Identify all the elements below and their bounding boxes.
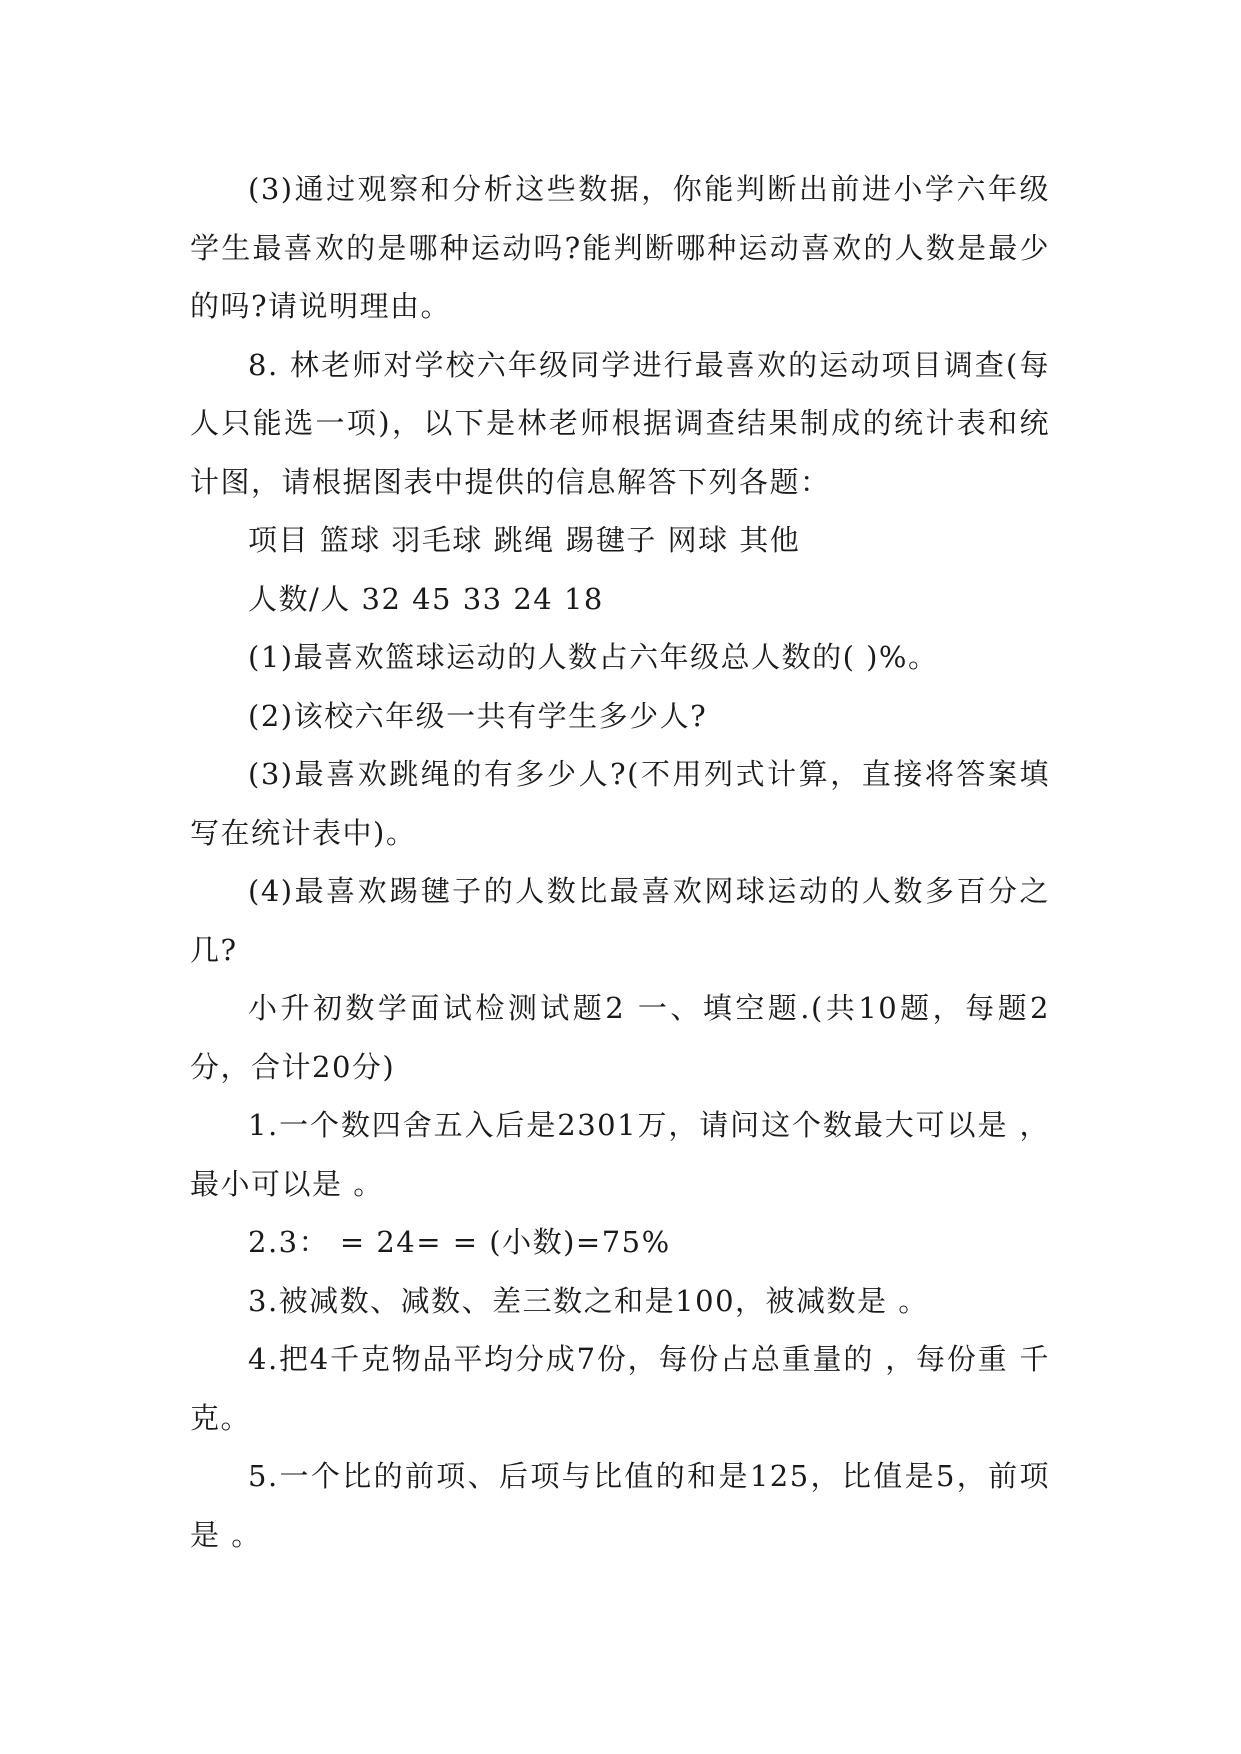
paragraph-q8-2: (2)该校六年级一共有学生多少人? xyxy=(248,698,708,733)
paragraph-q8-4: (4)最喜欢踢毽子的人数比最喜欢网球运动的人数多百分之几? xyxy=(190,874,1050,967)
section-heading-test2: 小升初数学面试检测试题2 一、填空题.(共10题，每题2分，合计20分) xyxy=(190,991,1050,1084)
paragraph-q8-intro: 8. 林老师对学校六年级同学进行最喜欢的运动项目调查(每人只能选一项)，以下是林老师根据调查结果制成的统计表和统计图，请根据图表中提供的信息解答下列各题： xyxy=(190,347,1050,499)
fill-question-2: 2.3： = 24= = (小数)=75% xyxy=(248,1225,671,1259)
fill-question-1: 1.一个数四舍五入后是2301万，请问这个数最大可以是 ，最小可以是 。 xyxy=(190,1108,1050,1201)
fill-question-4: 4.把4千克物品平均分成7份，每份占总重量的 ，每份重 千克。 xyxy=(190,1342,1050,1435)
table-row-counts: 人数/人 32 45 33 24 18 xyxy=(248,581,604,616)
fill-question-3: 3.被减数、减数、差三数之和是100，被减数是 。 xyxy=(248,1283,929,1318)
paragraph-q8-3: (3)最喜欢跳绳的有多少人?(不用列式计算，直接将答案填写在统计表中)。 xyxy=(190,757,1050,850)
paragraph-q8-1: (1)最喜欢篮球运动的人数占六年级总人数的( )%。 xyxy=(248,640,939,674)
paragraph-q7-3: (3)通过观察和分析这些数据，你能判断出前进小学六年级学生最喜欢的是哪种运动吗?能判断哪种运动喜欢的人数是最少的吗?请说明理由。 xyxy=(190,172,1050,323)
table-row-items: 项目 篮球 羽毛球 跳绳 踢毽子 网球 其他 xyxy=(248,523,801,557)
fill-question-5: 5.一个比的前项、后项与比值的和是125，比值是5，前项是 。 xyxy=(190,1459,1050,1552)
document-body xyxy=(190,160,1050,1564)
